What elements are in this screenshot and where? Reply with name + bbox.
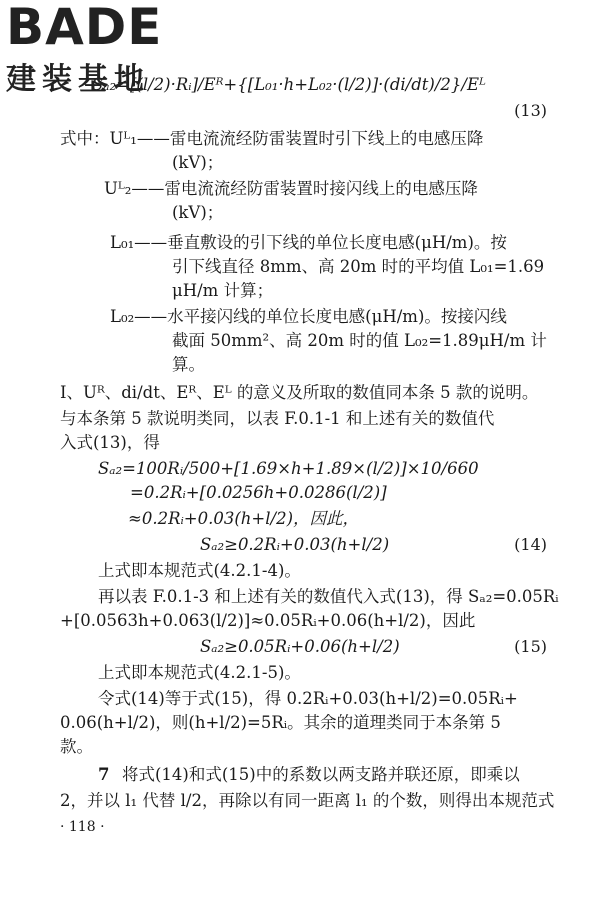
watermark-chinese: 建装基地 [6, 62, 150, 97]
item-7-line2: 2，并以 l₁ 代替 l/2，再除以有同一距离 l₁ 的个数，则得出本规范式 [60, 791, 555, 810]
eq-number-14: (14) [514, 535, 547, 554]
def-l01-line3: μH/m 计算； [172, 281, 274, 300]
calc-line2: =0.2Rᵢ+[0.0256h+0.0286(l/2)] [130, 483, 387, 502]
calc-line3: ≈0.2Rᵢ+0.03(h+l/2)，因此， [128, 509, 360, 528]
def-ul2-line2: (kV)； [172, 203, 224, 222]
para-similar-line1: 与本条第 5 款说明类同，以表 F.0.1-1 和上述有关的数值代 [60, 409, 495, 428]
note-4-2-1-5: 上式即本规范式(4.2.1-5)。 [98, 663, 301, 682]
eq-number-13: (13) [514, 101, 547, 120]
eq-number-15: (15) [514, 637, 547, 656]
def-l02-line3: 算。 [172, 355, 205, 374]
para-equate-line3: 款。 [60, 737, 93, 756]
para-table-f013-line1: 再以表 F.0.1-3 和上述有关的数值代入式(13)，得 Sₐ₂=0.05Rᵢ [98, 587, 559, 606]
para-equate-line2: 0.06(h+l/2)，则(h+l/2)=5Rᵢ。其余的道理类同于本条第 5 [60, 713, 501, 732]
def-ul1-line1: 式中：Uᴸ₁——雷电流流经防雷装置时引下线上的电感压降 [60, 129, 484, 148]
para-equate-line1: 令式(14)等于式(15)，得 0.2Rᵢ+0.03(h+l/2)=0.05Rᵢ+ [98, 689, 518, 708]
def-ul1-line2: (kV)； [172, 153, 224, 172]
para-table-f013-line2: +[0.0563h+0.063(l/2)]≈0.05Rᵢ+0.06(h+l/2)，因此 [60, 611, 476, 630]
def-l02-line2: 截面 50mm²、高 20m 时的值 L₀₂=1.89μH/m 计 [172, 331, 547, 350]
calc-line1: Sₐ₂=100Rᵢ/500+[1.69×h+1.89×(l/2)]×10/660 [98, 459, 479, 478]
item-7-line1: 将式(14)和式(15)中的系数以两支路并联还原，即乘以 [122, 765, 520, 784]
watermark-logo [2, 0, 192, 97]
formula-15: Sₐ₂≥0.05Rᵢ+0.06(h+l/2) [200, 637, 400, 656]
item-number-7: 7 [98, 765, 110, 784]
page-number: · 118 · [60, 819, 105, 835]
def-l01-line1: L₀₁——垂直敷设的引下线的单位长度电感(μH/m)。按 [110, 233, 507, 252]
para-meaning: I、Uᴿ、di/dt、Eᴿ、Eᴸ 的意义及所取的数值同本条 5 款的说明。 [60, 383, 539, 402]
formula-14: Sₐ₂≥0.2Rᵢ+0.03(h+l/2) [200, 535, 390, 554]
def-l02-line1: L₀₂——水平接闪线的单位长度电感(μH/m)。按接闪线 [110, 307, 507, 326]
formula-13: Sₐ₂=[(l/2)·Rᵢ]/Eᴿ+{[L₀₁·h+L₀₂·(l/2)]·(di/dt)/2}/Eᴸ [92, 75, 486, 94]
note-4-2-1-4: 上式即本规范式(4.2.1-4)。 [98, 561, 301, 580]
para-similar-line2: 入式(13)，得 [60, 433, 160, 452]
def-ul2-line1: Uᴸ₂——雷电流流经防雷装置时接闪线上的电感压降 [104, 179, 478, 198]
def-l01-line2: 引下线直径 8mm、高 20m 时的平均值 L₀₁=1.69 [172, 257, 545, 276]
watermark-brand: BADE [6, 0, 163, 56]
